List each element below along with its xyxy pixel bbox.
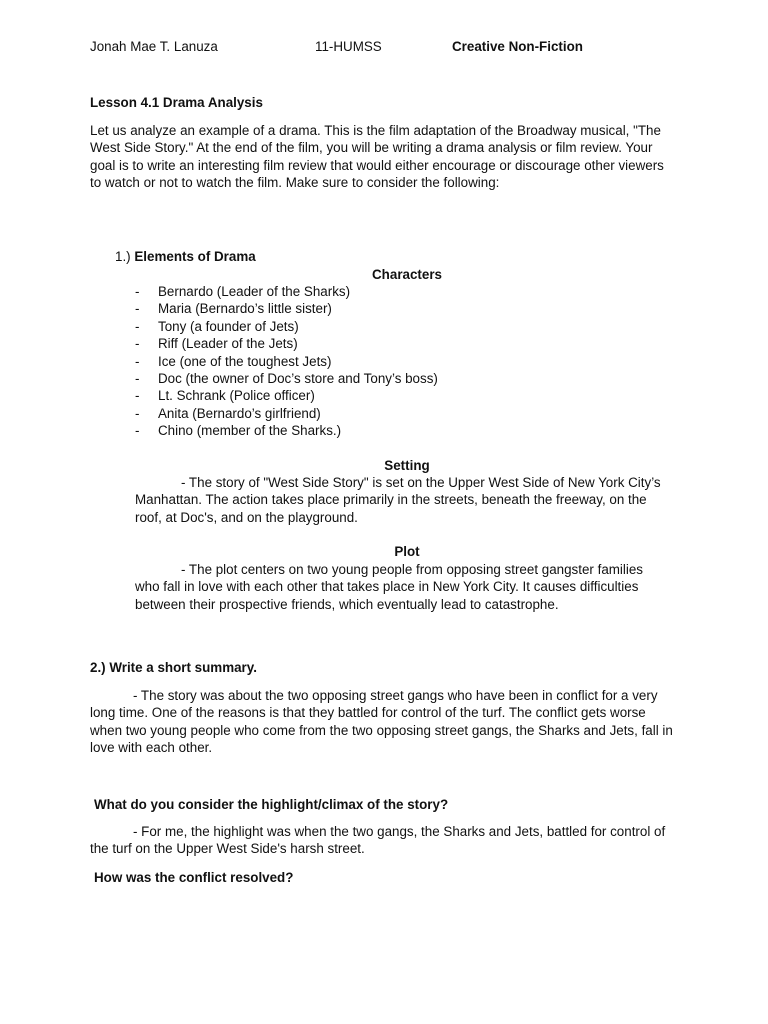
list-item: - Anita (Bernardo’s girlfriend) [135,405,321,421]
characters-heading: Characters [372,267,442,282]
list-item: - Ice (one of the toughest Jets) [135,353,332,369]
document-header [90,38,690,56]
list-item: - Maria (Bernardo’s little sister) [135,301,332,317]
intro-paragraph: Let us analyze an example of a drama. This is the film adaptation of the Broadway musical, "The West Side Story." At the end of the film, you will be writing a drama analysis or film review. Your goal is to write an interesting film review that would either encourage or discourage other viewers to watch or not to watch the film. Make sure to consider the following: [90,123,664,191]
setting-heading: Setting [384,458,430,473]
characters-list [135,283,438,440]
section-elements-of-drama [115,248,256,265]
highlight-answer: - For me, the highlight was when the two gangs, the Sharks and Jets, battled for control of the turf on the Upper West Side's harsh street. [90,824,666,857]
section-label: Elements of Drama [134,249,256,264]
highlight-question: What do you consider the highlight/climax of the story? [94,797,449,812]
list-item: - Chino (member of the Sharks.) [135,423,342,439]
student-name: Jonah Mae T. Lanuza [90,39,218,54]
list-item: - Lt. Schrank (Police officer) [135,388,315,404]
list-item: - Riff (Leader of the Jets) [135,336,298,352]
list-item: - Tony (a founder of Jets) [135,318,299,334]
subject-title: Creative Non-Fiction [452,39,583,54]
list-item: - Bernardo (Leader of the Sharks) [135,284,351,299]
summary-heading: 2.) Write a short summary. [90,660,257,675]
summary-paragraph: - The story was about the two opposing street gangs who have been in conflict for a very long time. One of the reasons is that they battled for control of the turf. The conflict gets worse when two young people who come from the two opposing street gangs, the Sharks and Jets, fall in love with each other. [90,688,673,756]
section-number: 1.) [115,249,131,264]
plot-paragraph: - The plot centers on two young people from opposing street gangster families who fall in love with each other that takes place in New York City. It causes difficulties between their prospective friends, which eventually lead to catastrophe. [135,562,643,612]
plot-heading: Plot [394,544,420,559]
class-section: 11-HUMSS [315,39,382,54]
lesson-title: Lesson 4.1 Drama Analysis [90,95,263,110]
conflict-question: How was the conflict resolved? [94,870,294,885]
setting-paragraph: - The story of "West Side Story" is set on the Upper West Side of New York City’s Manhattan. The action takes place primarily in the streets, beneath the freeway, on the roof, at Doc's, and on the playground. [135,475,661,525]
list-item: - Doc (the owner of Doc’s store and Tony’s boss) [135,370,438,386]
